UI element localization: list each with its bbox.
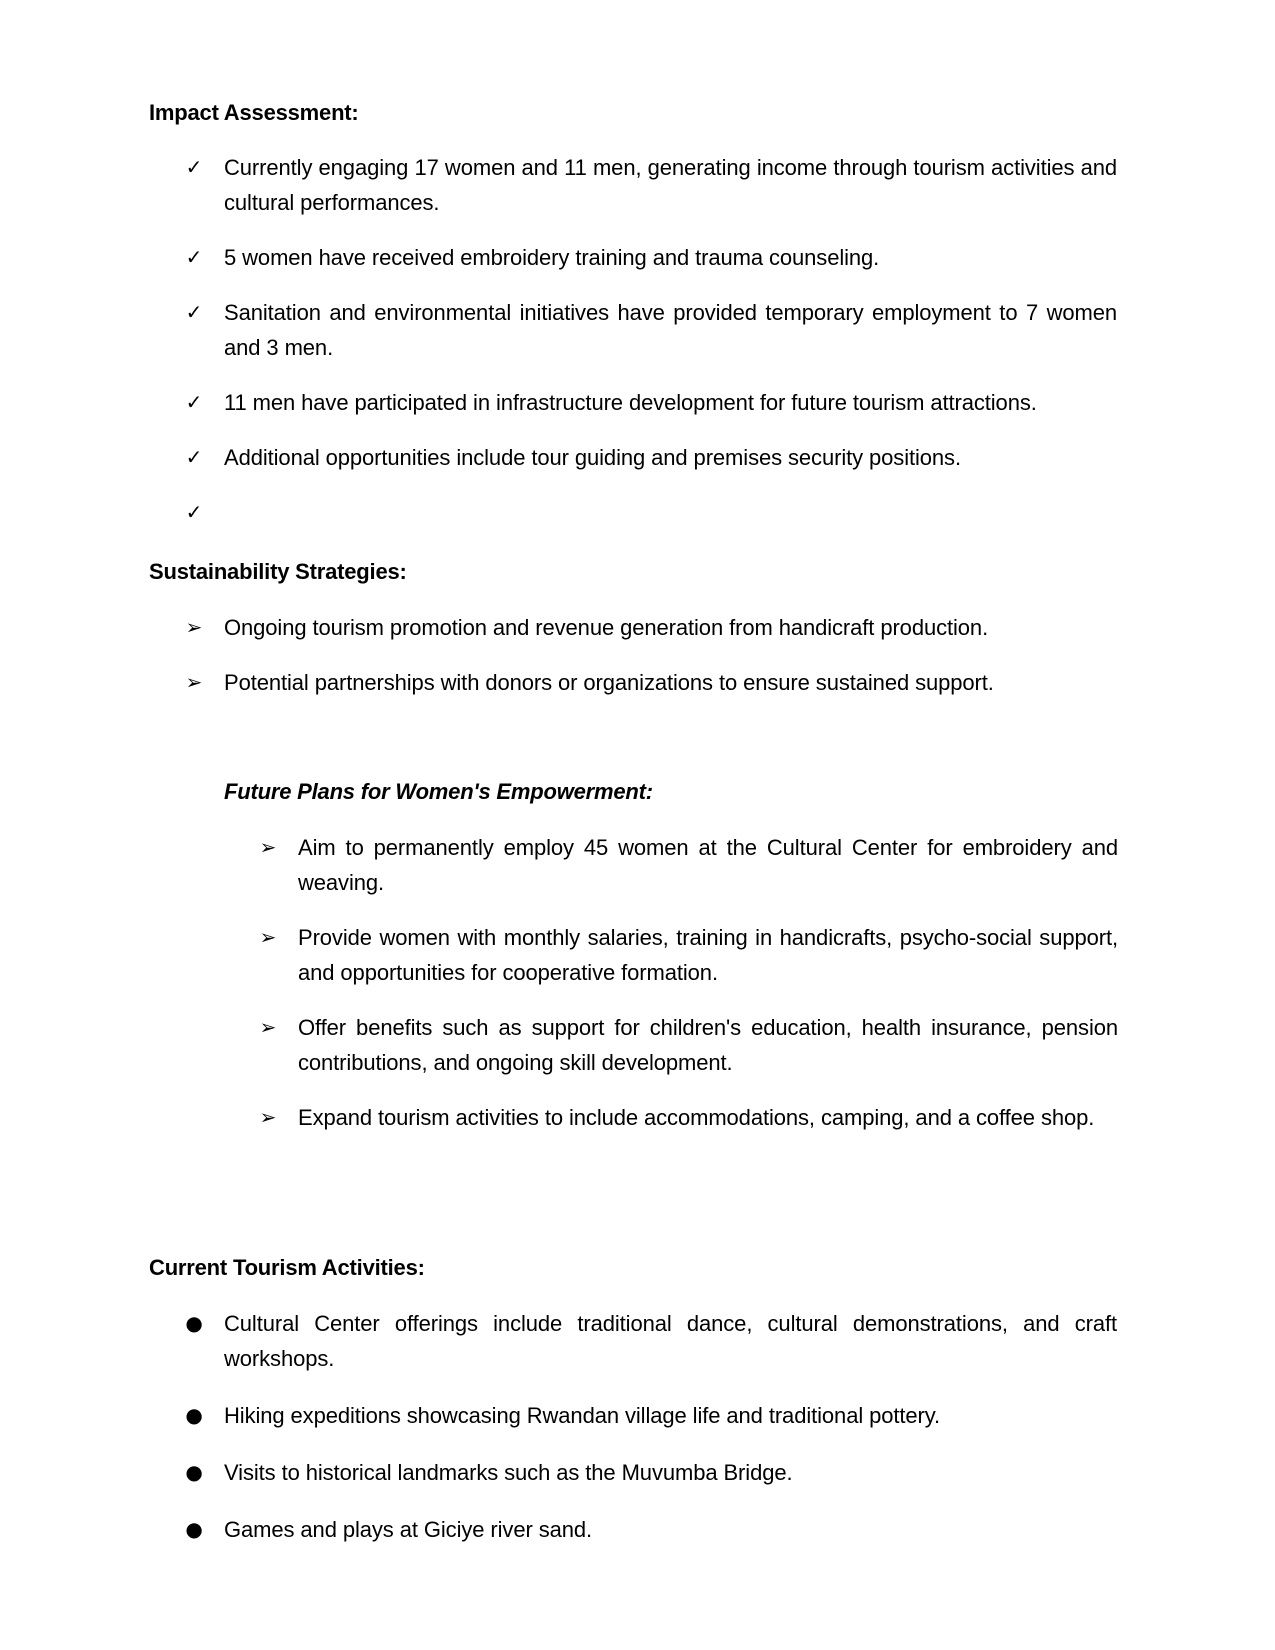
impact-item-text: Sanitation and environmental initiatives have provided temporary employment to 7 women and 3 men.	[224, 300, 1117, 360]
tourism-list-item	[185, 1398, 1117, 1433]
arrow-bullet-icon: ➢	[185, 615, 203, 639]
sustainability-heading: Sustainability Strategies:	[149, 559, 407, 584]
impact-list-item	[185, 440, 1117, 475]
impact-item-text: 5 women have received embroidery training and trauma counseling.	[224, 245, 880, 270]
arrow-bullet-icon: ➢	[185, 670, 203, 694]
impact-list-item	[185, 295, 1117, 365]
tourism-item-text: Cultural Center offerings include traditional dance, cultural demonstrations, and craft workshops.	[224, 1311, 1117, 1371]
dot-bullet-icon: ●	[185, 1403, 203, 1427]
tourism-item-text: Visits to historical landmarks such as the Muvumba Bridge.	[224, 1460, 793, 1485]
check-icon: ✓	[185, 390, 203, 414]
sustainability-list-item	[185, 665, 1117, 700]
future-plans-list-item	[259, 1100, 1118, 1135]
arrow-bullet-icon: ➢	[259, 835, 277, 859]
future-plans-item-text: Offer benefits such as support for children's education, health insurance, pension contributions, and ongoing skill development.	[298, 1015, 1118, 1075]
impact-item-text: Currently engaging 17 women and 11 men, generating income through tourism activities and cultural performances.	[224, 155, 1117, 215]
future-plans-item-text: Expand tourism activities to include accommodations, camping, and a coffee shop.	[298, 1105, 1095, 1130]
future-plans-item-text: Aim to permanently employ 45 women at the Cultural Center for embroidery and weaving.	[298, 835, 1118, 895]
dot-bullet-icon: ●	[185, 1460, 203, 1484]
tourism-list-item	[185, 1455, 1117, 1490]
impact-list-item	[185, 150, 1117, 220]
impact-list-item	[185, 385, 1117, 420]
future-plans-item-text: Provide women with monthly salaries, training in handicrafts, psycho-social support, and opportunities for cooperative formation.	[298, 925, 1118, 985]
arrow-bullet-icon: ➢	[259, 1105, 277, 1129]
sustainability-item-text: Potential partnerships with donors or organizations to ensure sustained support.	[224, 670, 994, 695]
future-plans-list-item	[259, 920, 1118, 990]
impact-item-text: Additional opportunities include tour guiding and premises security positions.	[224, 445, 961, 470]
check-icon: ✓	[185, 500, 203, 524]
check-icon: ✓	[185, 155, 203, 179]
tourism-item-text: Hiking expeditions showcasing Rwandan village life and traditional pottery.	[224, 1403, 941, 1428]
impact-list-item	[185, 240, 1117, 275]
tourism-list-item	[185, 1512, 1117, 1547]
dot-bullet-icon: ●	[185, 1517, 203, 1541]
current-tourism-heading: Current Tourism Activities:	[149, 1255, 425, 1280]
check-icon: ✓	[185, 300, 203, 324]
impact-assessment-heading: Impact Assessment:	[149, 100, 359, 125]
arrow-bullet-icon: ➢	[259, 1015, 277, 1039]
check-icon: ✓	[185, 245, 203, 269]
sustainability-list-item	[185, 610, 1117, 645]
arrow-bullet-icon: ➢	[259, 925, 277, 949]
tourism-item-text: Games and plays at Giciye river sand.	[224, 1517, 593, 1542]
sustainability-item-text: Ongoing tourism promotion and revenue generation from handicraft production.	[224, 615, 989, 640]
dot-bullet-icon: ●	[185, 1311, 203, 1335]
future-plans-list-item	[259, 830, 1118, 900]
check-icon: ✓	[185, 445, 203, 469]
future-plans-list-item	[259, 1010, 1118, 1080]
tourism-list-item	[185, 1306, 1117, 1376]
future-plans-heading: Future Plans for Women's Empowerment:	[224, 779, 653, 804]
impact-item-text: 11 men have participated in infrastructure development for future tourism attractions.	[224, 390, 1037, 415]
